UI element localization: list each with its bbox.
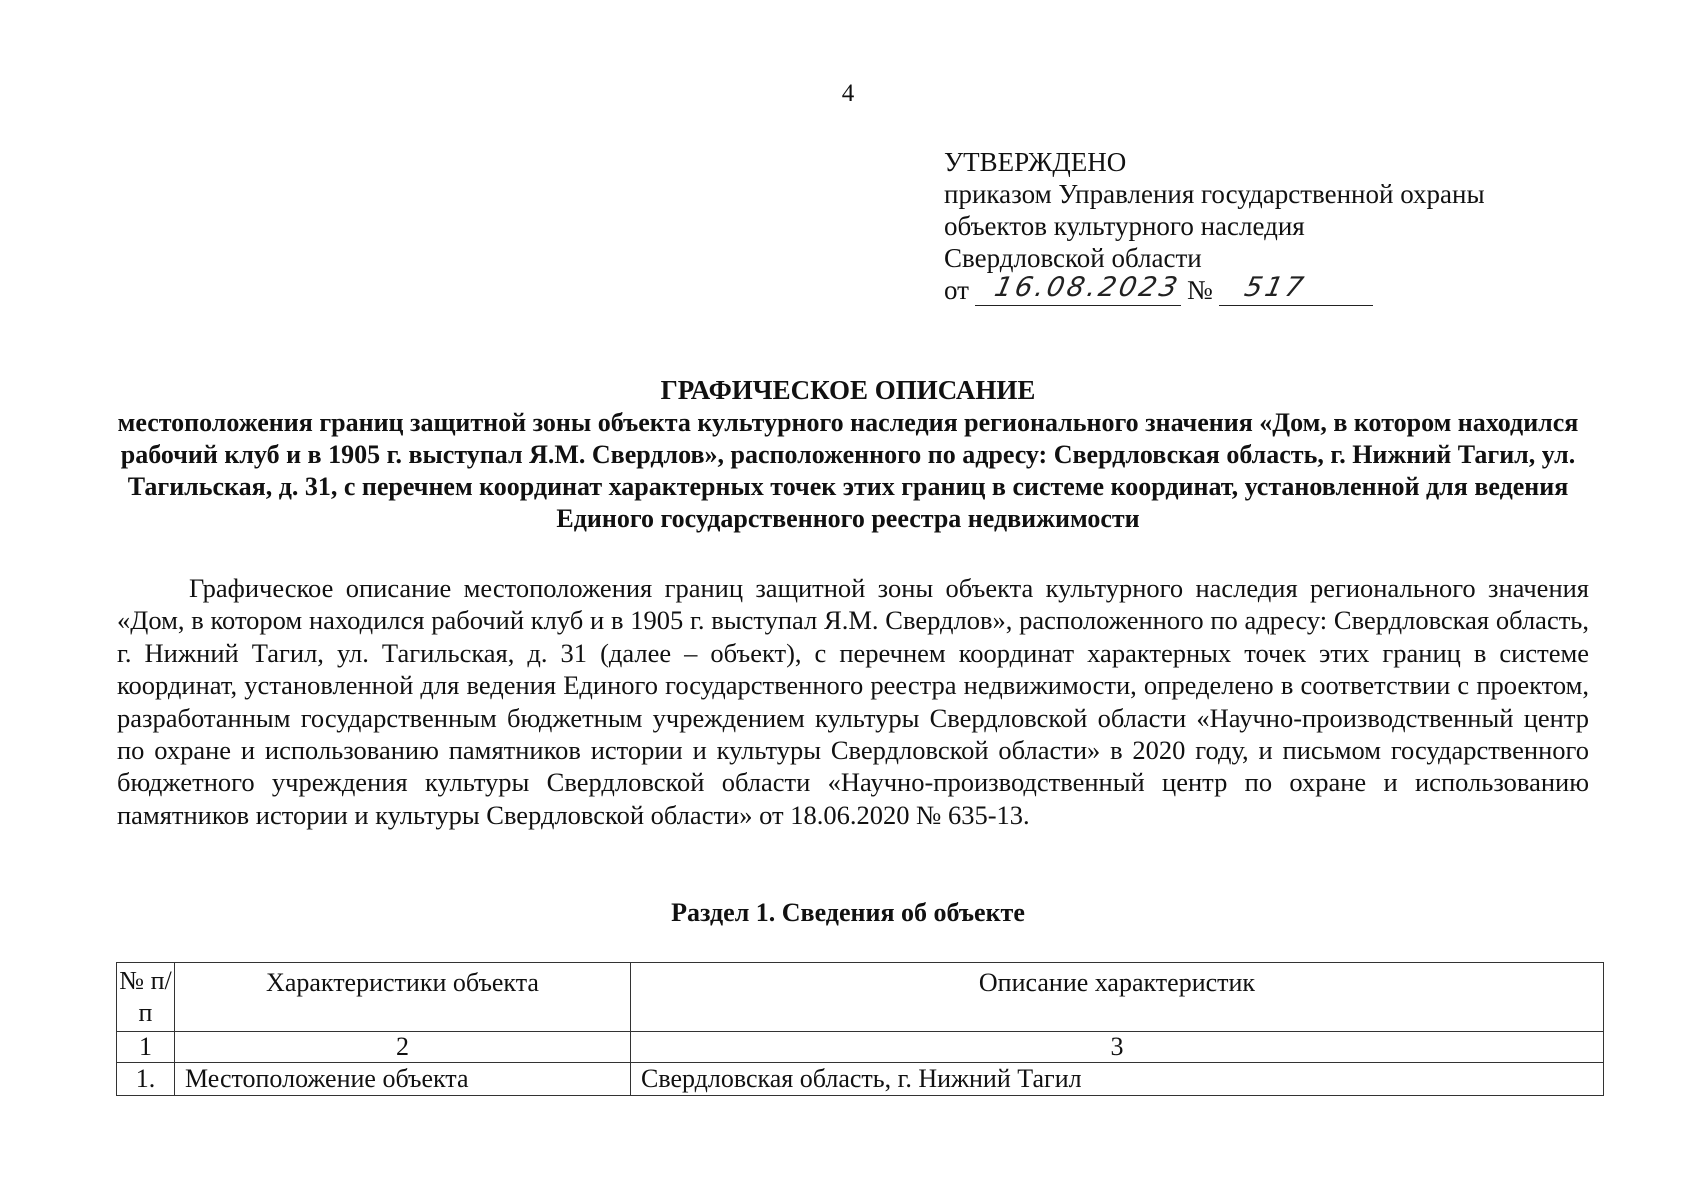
table-column-number-row bbox=[117, 1032, 1604, 1063]
header-number: № п/п bbox=[117, 963, 175, 1032]
header-characteristics: Характеристики объекта bbox=[175, 963, 631, 1032]
section-heading: Раздел 1. Сведения об объекте bbox=[671, 898, 1025, 927]
date-field bbox=[975, 272, 1183, 306]
document-subtitle: местоположения границ защитной зоны объекта культурного наследия регионального значения «Дом, в котором находился рабочий клуб и в 1905 г. выступал Я.М. Свердлов», расположенного по адресу: Свердловская область, г. Нижний Тагил, ул. Тагильская, д. 31, с перечнем координат характерных точек этих границ в системе координат, установленной для ведения Единого государственного реестра недвижимости bbox=[117, 408, 1579, 533]
handwritten-date: 16.08.2023 bbox=[991, 272, 1183, 303]
table-header-row bbox=[117, 963, 1604, 1032]
approval-date-number-line bbox=[944, 274, 1644, 306]
approval-line-2: объектов культурного наследия bbox=[944, 211, 1305, 241]
document-title-block bbox=[110, 373, 1586, 535]
object-info-table bbox=[116, 962, 1604, 1096]
approval-stamp-block bbox=[944, 146, 1644, 306]
row-characteristic: Местоположение объекта bbox=[175, 1063, 631, 1096]
column-number-3: 3 bbox=[631, 1032, 1604, 1063]
handwritten-number: 517 bbox=[1241, 272, 1309, 303]
number-field bbox=[1219, 272, 1373, 306]
body-paragraph: Графическое описание местоположения границ защитной зоны объекта культурного наследия регионального значения «Дом, в котором находился рабочий клуб и в 1905 г. выступал Я.М. Свердлов», расположенного по адресу: Свердловская область, г. Нижний Тагил, ул. Тагильская, д. 31 (далее – объект), с перечнем координат характерных точек этих границ в системе координат, установленной для ведения Единого государственного реестра недвижимости, определено в соответствии с проектом, разработанным государственным бюджетным учреждением культуры Свердловской области «Научно-производственный центр по охране и использованию памятников истории и культуры Свердловской области» в 2020 году, и письмом государственного бюджетного учреждения культуры Свердловской области «Научно-производственный центр по охране и использованию памятников истории и культуры Свердловской области» от 18.06.2020 № 635-13. bbox=[117, 573, 1589, 830]
approval-line-1: приказом Управления государственной охраны bbox=[944, 179, 1485, 209]
number-prefix: № bbox=[1186, 275, 1213, 305]
approval-heading: УТВЕРЖДЕНО bbox=[944, 147, 1127, 177]
header-description: Описание характеристик bbox=[631, 963, 1604, 1032]
document-title: ГРАФИЧЕСКОЕ ОПИСАНИЕ bbox=[660, 375, 1036, 405]
column-number-2: 2 bbox=[175, 1032, 631, 1063]
column-number-1: 1 bbox=[117, 1032, 175, 1063]
date-prefix: от bbox=[944, 275, 969, 305]
approval-line-3: Свердловской области bbox=[944, 243, 1202, 273]
page-number: 4 bbox=[841, 80, 855, 107]
row-number: 1. bbox=[117, 1063, 175, 1096]
row-description: Свердловская область, г. Нижний Тагил bbox=[631, 1063, 1604, 1096]
table-row bbox=[117, 1063, 1604, 1096]
